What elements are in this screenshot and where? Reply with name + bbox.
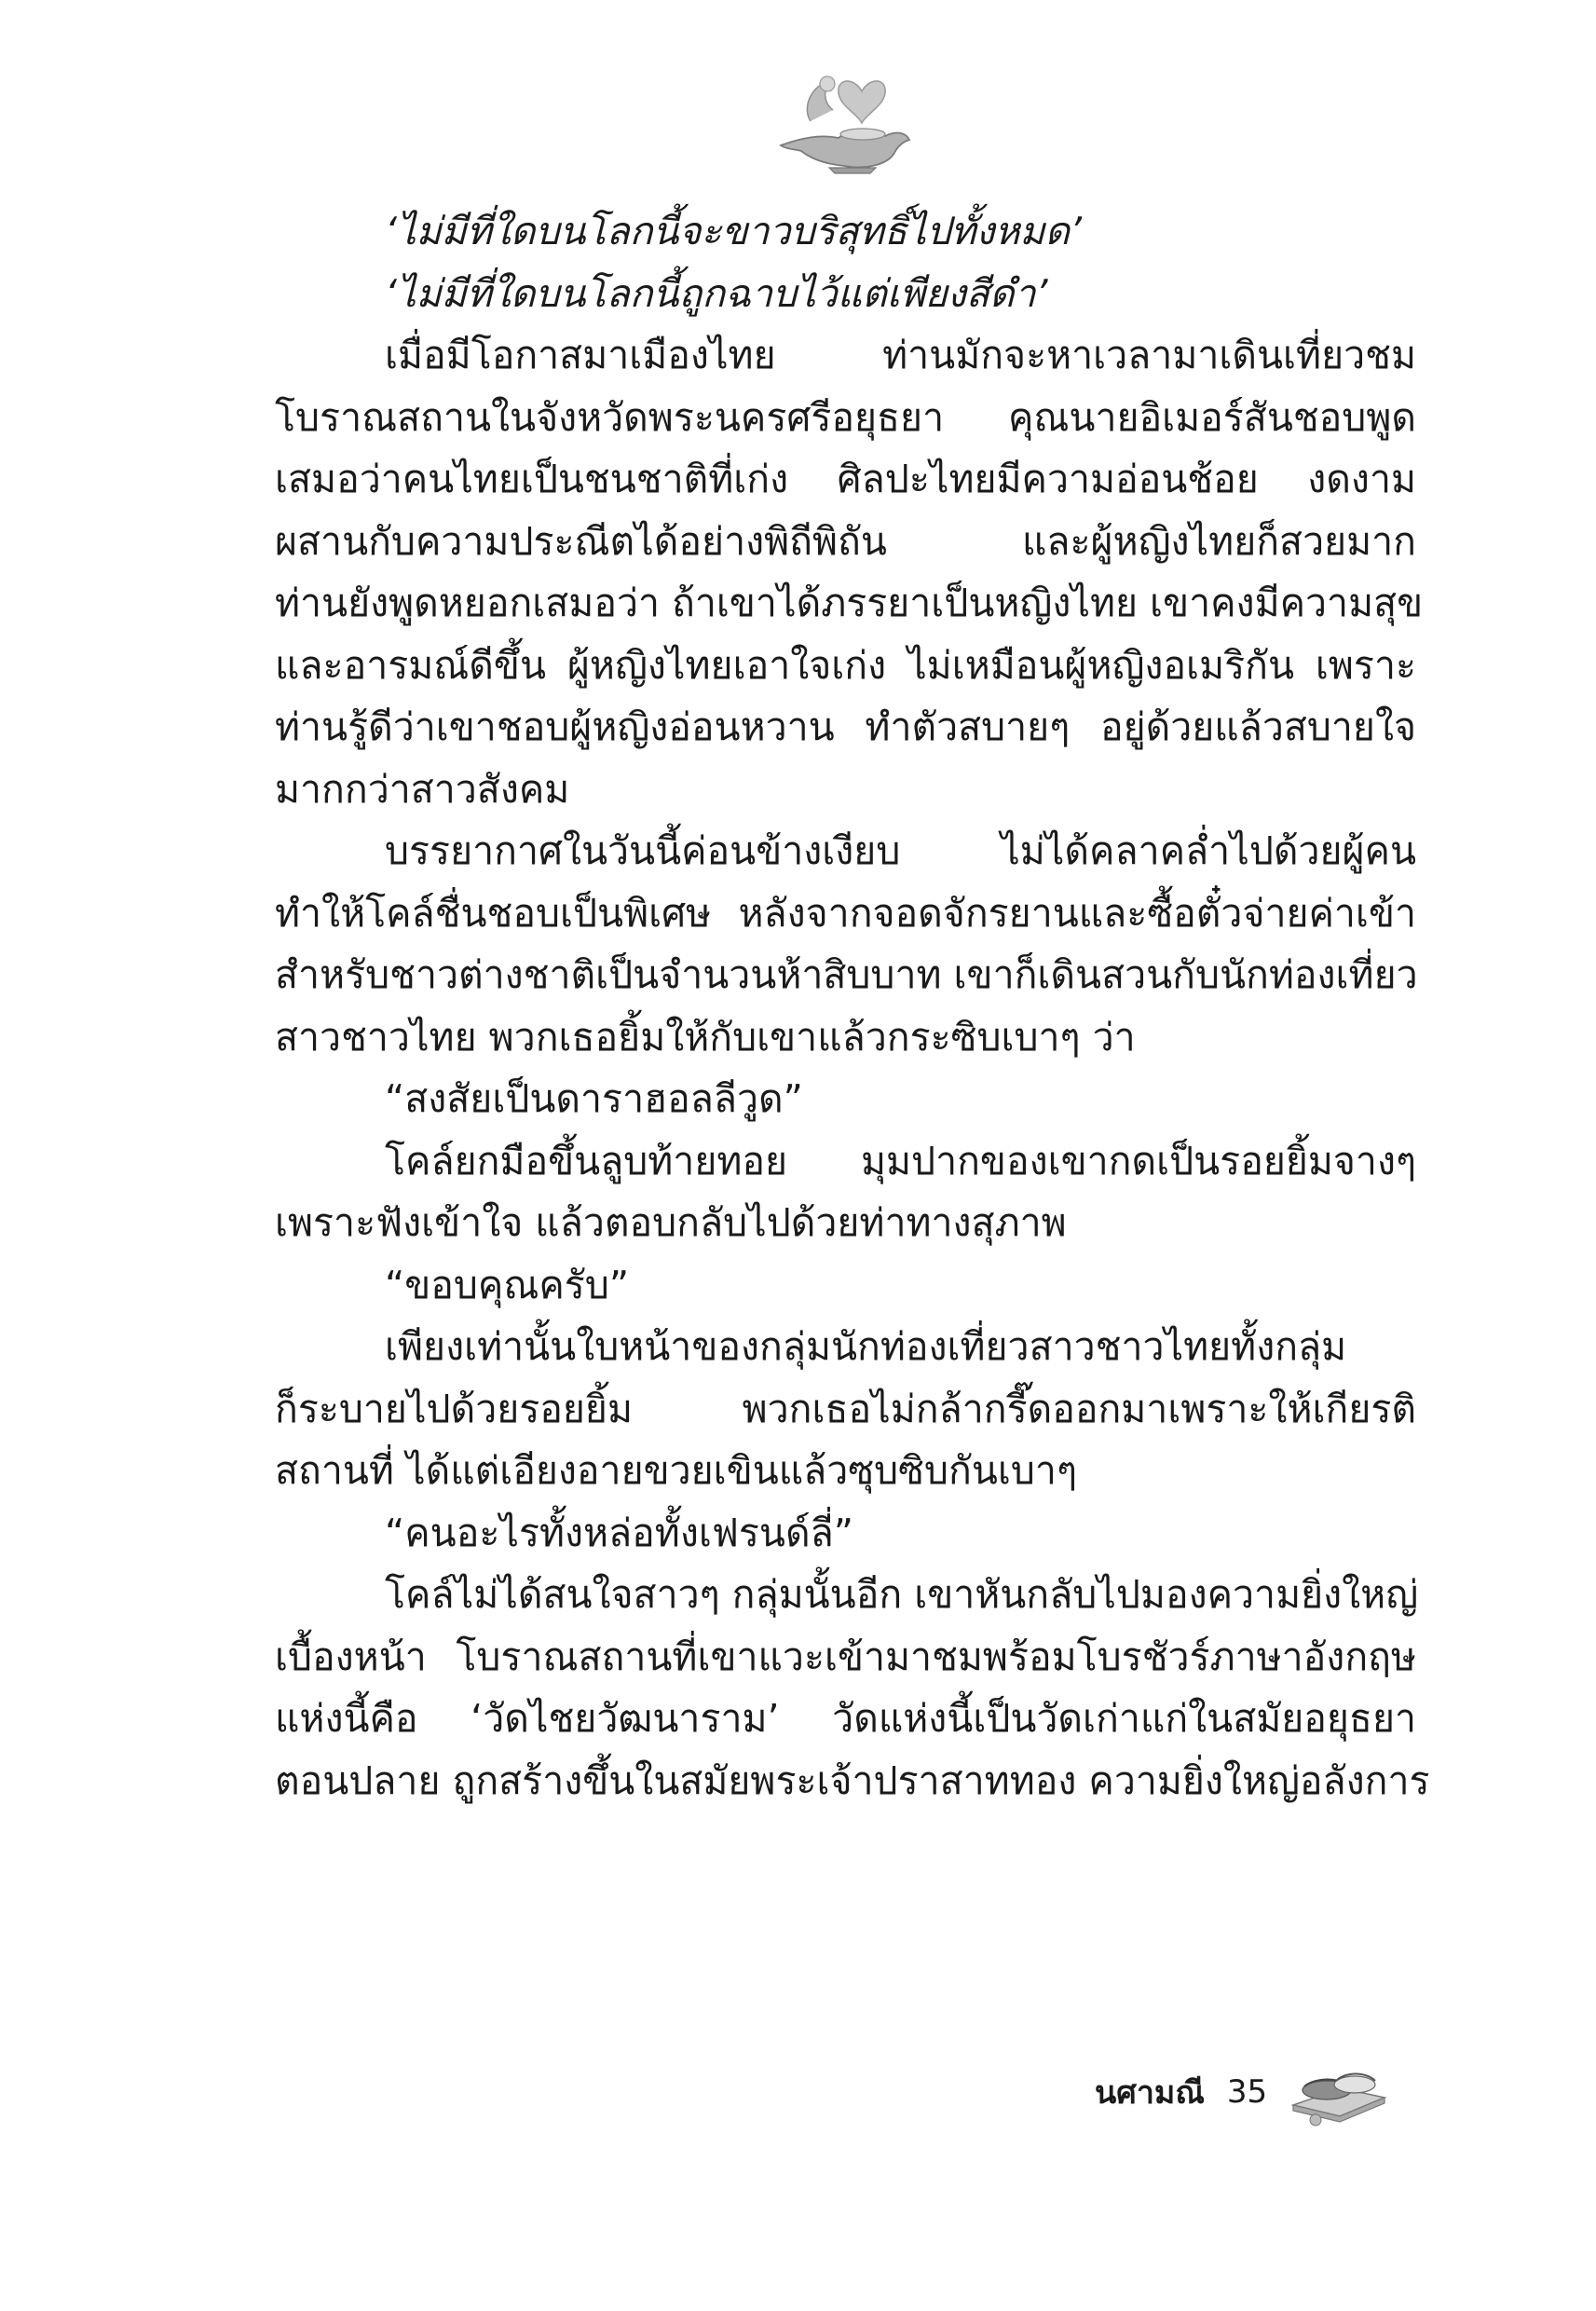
text-line: โคล์ยกมือขึ้นลูบท้ายทอย มุมปากของเขากดเป็นรอยยิ้มจางๆ — [385, 1138, 1416, 1183]
body-text — [275, 200, 1430, 1812]
text-line: เพียงเท่านั้นใบหน้าของกลุ่มนักท่องเที่ยวสาวชาวไทยทั้งกลุ่ม — [385, 1324, 1347, 1369]
text-line: “สงสัยเป็นดาราฮอลลีวูด” — [385, 1076, 803, 1121]
text-line: ทำให้โคล์ชื่นชอบเป็นพิเศษ หลังจากจอดจักรยานและซื้อตั๋วจ่ายค่าเข้า — [275, 890, 1416, 936]
book-title: นศามณี — [1095, 2074, 1205, 2112]
text-line: มากกว่าสาวสังคม — [275, 766, 570, 812]
text-line: สาวชาวไทย พวกเธอยิ้มให้กับเขาแล้วกระซิบเบาๆ ว่า — [275, 1014, 1136, 1060]
text-line: ท่านยังพูดหยอกเสมอว่า ถ้าเขาได้ภรรยาเป็นหญิงไทย เขาคงมีความสุข — [275, 581, 1424, 625]
text-line: เมื่อมีโอกาสมาเมืองไทย ท่านมักจะหาเวลามาเดินเที่ยวชม — [385, 333, 1416, 377]
text-line: “ขอบคุณครับ” — [385, 1262, 630, 1307]
text-line: บรรยากาศในวันนี้ค่อนข้างเงียบ ไม่ได้คลาคล่ำไปด้วยผู้คน — [385, 828, 1416, 873]
text-line: สถานที่ ได้แต่เอียงอายขวยเขินแล้วซุบซิบกันเบาๆ — [275, 1448, 1077, 1493]
text-line: ‘ไม่มีที่ใดบนโลกนี้ถูกฉาบไว้แต่เพียงสีดำ’ — [385, 270, 1048, 316]
text-line: “คนอะไรทั้งหล่อทั้งเฟรนด์ลี่” — [385, 1510, 853, 1555]
text-line: ตอนปลาย ถูกสร้างขึ้นในสมัยพระเจ้าปราสาททอง ความยิ่งใหญ่อลังการ — [275, 1757, 1430, 1803]
sushi-icon — [1288, 2055, 1390, 2129]
text-line: ก็ระบายไปด้วยรอยยิ้ม พวกเธอไม่กล้ากรี๊ดออกมาเพราะให้เกียรติ — [275, 1386, 1416, 1431]
page-number: 35 — [1226, 2073, 1268, 2111]
text-line: เบื้องหน้า โบราณสถานที่เขาแวะเข้ามาชมพร้อมโบรชัวร์ภาษาอังกฤษ — [275, 1634, 1416, 1679]
text-line: โบราณสถานในจังหวัดพระนครศรีอยุธยา คุณนายอิเมอร์สันชอบพูด — [275, 394, 1416, 440]
page-footer — [1095, 2055, 1390, 2129]
text-line: และอารมณ์ดีขึ้น ผู้หญิงไทยเอาใจเก่ง ไม่เหมือนผู้หญิงอเมริกัน เพราะ — [275, 642, 1416, 688]
text-line: โคล์ไม่ได้สนใจสาวๆ กลุ่มนั้นอีก เขาหันกลับไปมองความยิ่งใหญ่ — [385, 1572, 1419, 1617]
text-line: ‘ไม่มีที่ใดบนโลกนี้จะขาวบริสุทธิ์ไปทั้งหมด’ — [385, 209, 1083, 253]
text-line: เพราะฟังเข้าใจ แล้วตอบกลับไปด้วยท่าทางสุภาพ — [275, 1200, 1067, 1245]
text-line: แห่งนี้คือ ‘วัดไชยวัฒนาราม’ วัดแห่งนี้เป็นวัดเก่าแก่ในสมัยอยุธยา — [275, 1696, 1416, 1741]
text-line: เสมอว่าคนไทยเป็นชนชาติที่เก่ง ศิลปะไทยมีความอ่อนช้อย งดงาม — [275, 457, 1416, 501]
text-line: ท่านรู้ดีว่าเขาชอบผู้หญิงอ่อนหวาน ทำตัวสบายๆ อยู่ด้วยแล้วสบายใจ — [275, 704, 1416, 749]
text-line: สำหรับชาวต่างชาติเป็นจำนวนห้าสิบบาท เขาก็เดินสวนกับนักท่องเที่ยว — [275, 952, 1418, 997]
genie-lamp-icon — [773, 56, 913, 177]
text-line: ผสานกับความประณีตได้อย่างพิถีพิถัน และผู้หญิงไทยก็สวยมาก — [275, 518, 1416, 564]
